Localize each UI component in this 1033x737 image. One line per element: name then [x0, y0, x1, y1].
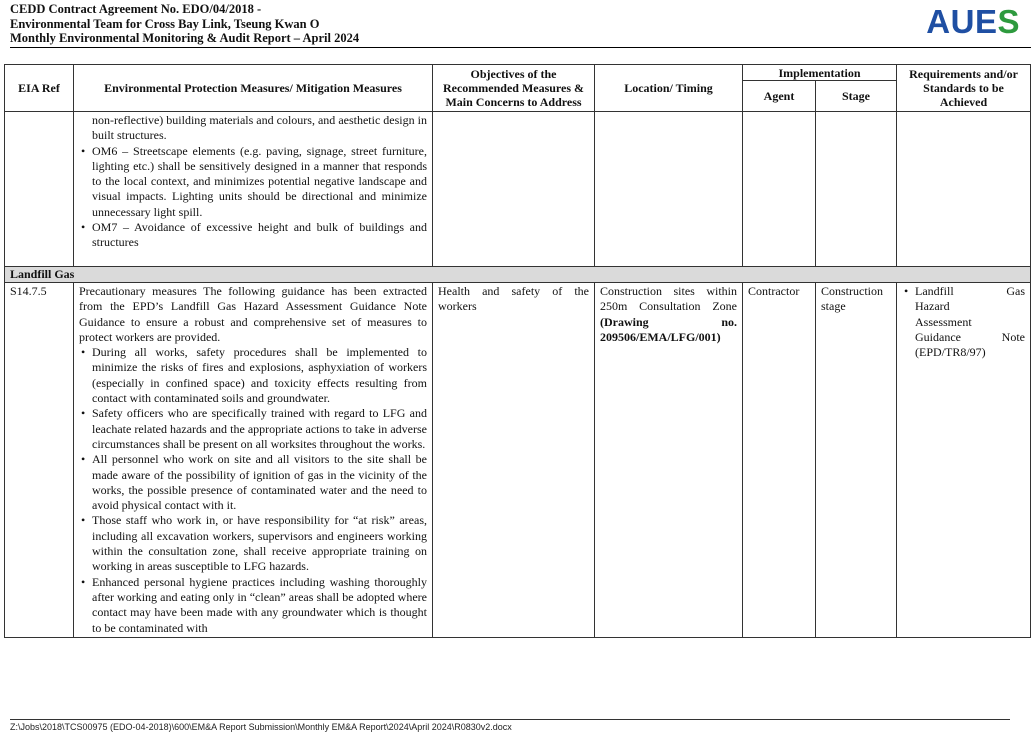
lfg-location-cell	[595, 283, 743, 638]
col-measures: Environmental Protection Measures/ Mitigation Measures	[74, 65, 433, 112]
footer-file-path: Z:\Jobs\2018\TCS00975 (EDO-04-2018)\600\EM&A Report Submission\Monthly EM&A Report\2024\April 2024\R0830v2.docx	[10, 722, 512, 732]
cont-intro: non-reflective) building materials and colours, and aesthetic design in built structures.	[92, 113, 427, 143]
cont-ref-cell	[5, 112, 74, 267]
lfg-measures-cell	[74, 283, 433, 638]
logo-letter-s: S	[997, 3, 1020, 40]
col-eia-ref: EIA Ref	[5, 65, 74, 112]
lfg-stage: Construction stage	[816, 283, 897, 638]
col-stage: Stage	[816, 81, 897, 112]
col-requirements: Requirements and/or Standards to be Achieved	[897, 65, 1031, 112]
list-item: • OM7 – Avoidance of excessive height and bulk of buildings and structures	[79, 220, 427, 251]
report-title: Monthly Environmental Monitoring & Audit Report – April 2024	[10, 31, 360, 45]
lfg-requirement-cell	[897, 283, 1031, 638]
req-word: Hazard	[915, 299, 950, 314]
req-word: (EPD/TR8/97)	[915, 345, 986, 360]
req-word: Note	[1001, 329, 1025, 344]
page-header	[10, 2, 1020, 46]
logo-letter-e: E	[974, 3, 998, 40]
cont-stage-cell	[816, 112, 897, 267]
team-title: Environmental Team for Cross Bay Link, Tseung Kwan O	[10, 16, 320, 31]
lfg-location-drawing: (Drawing no. 209506/EMA/LFG/001)	[600, 314, 737, 344]
cont-measures-cell	[74, 112, 433, 267]
header-text	[10, 2, 359, 46]
list-item: • During all works, safety procedures shall be implemented to minimize the risks of fires and explosions, asphyxiation of workers (especially in confined space) and toxicity effects resulting from contact with contaminated soils and groundwater.	[79, 345, 427, 406]
list-item: • All personnel who work on site and all visitors to the site shall be made aware of the possibility of ignition of gas in the vicinity of the works, the possible presence of contaminated water and the need to avoid physical contact with it.	[79, 452, 427, 513]
cont-req-cell	[897, 112, 1031, 267]
cont-agent-cell	[743, 112, 816, 267]
list-item	[902, 284, 1025, 360]
logo-letter-u: U	[950, 3, 975, 40]
col-objectives: Objectives of the Recommended Measures & Main Concerns to Address	[433, 65, 595, 112]
col-implementation: Implementation	[743, 65, 897, 81]
table-header-row	[5, 65, 1031, 81]
footer-rule	[10, 719, 1010, 720]
mitigation-measures-table	[4, 64, 1031, 638]
cont-location-cell	[595, 112, 743, 267]
aues-logo	[926, 4, 1020, 40]
list-item: • Enhanced personal hygiene practices including washing thoroughly after working and eating only in “clean” areas shall be adopted where contact may have been made with any groundwater which is thought to be contaminated with	[79, 575, 427, 636]
cont-objective-cell	[433, 112, 595, 267]
lfg-agent: Contractor	[743, 283, 816, 638]
header-rule	[10, 47, 1031, 48]
req-word: Assessment	[915, 314, 972, 329]
lfg-objective: Health and safety of the workers	[433, 283, 595, 638]
table-row	[5, 112, 1031, 267]
lfg-ref: S14.7.5	[5, 283, 74, 638]
section-title: Landfill Gas	[5, 267, 1031, 283]
lfg-intro: Precautionary measures The following guidance has been extracted from the EPD’s Landfill Gas Hazard Assessment Guidance Note Guidance to ensure a robust and comprehensive set of measures to protect workers are provided.	[79, 284, 427, 344]
list-item: • Safety officers who are specifically trained with regard to LFG and leachate related hazards and the appropriate actions to take in adverse circumstances shall be present on all worksites throughout the works.	[79, 406, 427, 452]
col-location: Location/ Timing	[595, 65, 743, 112]
logo-letter-a: A	[926, 3, 951, 40]
req-word: Gas	[1006, 284, 1025, 298]
req-word: Guidance	[915, 329, 961, 344]
req-word: • Landfill	[915, 284, 954, 298]
list-item: • Those staff who work in, or have responsibility for “at risk” areas, including all excavation workers, supervisors and engineers working within the consultation zone, shall receive appropriate training on working in areas susceptible to LFG hazards.	[79, 513, 427, 574]
lfg-location-text: Construction sites within 250m Consultation Zone	[600, 284, 737, 314]
col-agent: Agent	[743, 81, 816, 112]
table-row	[5, 283, 1031, 638]
list-item: • OM6 – Streetscape elements (e.g. paving, signage, street furniture, lighting etc.) shall be sensitively designed in a manner that responds to the local context, and minimizes potential negative landscape and visual impacts. Lighting units should be directional and minimize unnecessary light spill.	[79, 144, 427, 220]
section-row	[5, 267, 1031, 283]
contract-title: CEDD Contract Agreement No. EDO/04/2018 -	[10, 2, 262, 16]
